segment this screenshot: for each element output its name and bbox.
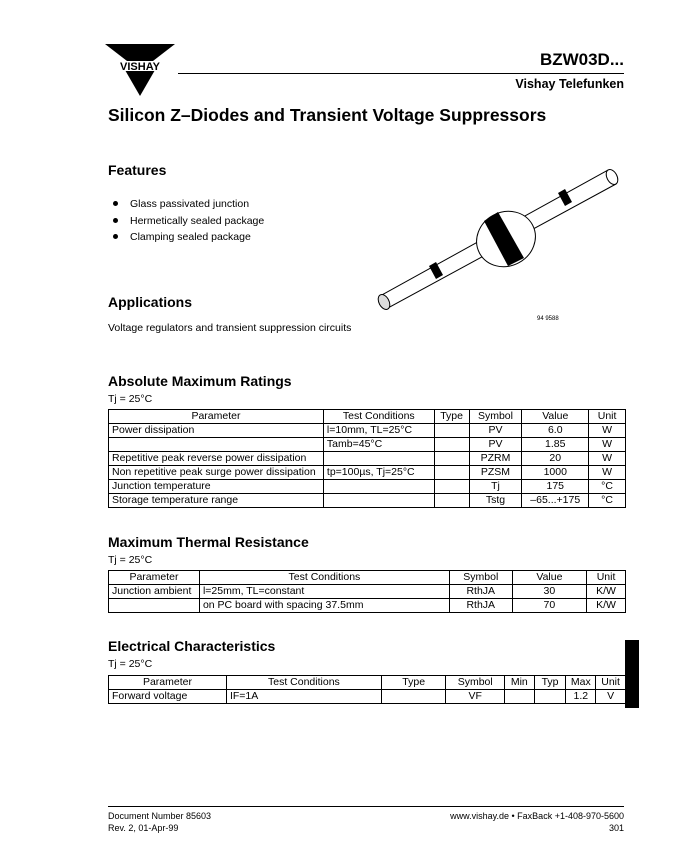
table-cell: Forward voltage [109, 690, 227, 704]
vishay-logo [105, 44, 175, 98]
feature-item: Clamping sealed package [108, 229, 264, 246]
table-cell: Tstg [469, 494, 522, 508]
feature-item: Glass passivated junction [108, 196, 264, 213]
table-header-cell: Unit [596, 676, 626, 690]
table-header-cell: Symbol [446, 676, 504, 690]
table-row [109, 424, 626, 438]
table-cell: 1.2 [566, 690, 596, 704]
table-cell: tp=100µs, Tj=25°C [323, 466, 434, 480]
table-cell: PV [469, 424, 522, 438]
thermal-heading: Maximum Thermal Resistance [108, 534, 309, 550]
table-cell: Storage temperature range [109, 494, 324, 508]
table-cell [109, 438, 324, 452]
table-header-cell: Typ [534, 676, 566, 690]
table-cell: K/W [587, 599, 626, 613]
table-cell: VF [446, 690, 504, 704]
table-cell: PZRM [469, 452, 522, 466]
table-header-cell: Symbol [449, 571, 512, 585]
table-cell [534, 690, 566, 704]
table-cell: °C [589, 494, 626, 508]
electrical-heading: Electrical Characteristics [108, 638, 276, 654]
applications-text: Voltage regulators and transient suppression circuits [108, 322, 352, 334]
table-cell: 1.85 [522, 438, 589, 452]
table-cell: Repetitive peak reverse power dissipation [109, 452, 324, 466]
table-cell: l=25mm, TL=constant [199, 585, 449, 599]
header-rule [178, 73, 624, 74]
table-cell: W [589, 424, 626, 438]
table-row [109, 599, 626, 613]
abs-max-condition: Tj = 25°C [108, 393, 153, 405]
table-row [109, 690, 626, 704]
table-header-cell: Type [381, 676, 446, 690]
electrical-condition: Tj = 25°C [108, 658, 153, 670]
table-cell: IF=1A [226, 690, 381, 704]
table-cell [434, 424, 469, 438]
table-cell [434, 452, 469, 466]
table-header-cell: Max [566, 676, 596, 690]
revision: Rev. 2, 01-Apr-99 [108, 823, 179, 833]
table-cell [323, 452, 434, 466]
table-row [109, 438, 626, 452]
thermal-table [108, 570, 626, 613]
table-cell: PZSM [469, 466, 522, 480]
table-cell: –65...+175 [522, 494, 589, 508]
table-header-row [109, 676, 626, 690]
table-cell [381, 690, 446, 704]
table-header-cell: Value [522, 410, 589, 424]
table-cell [434, 466, 469, 480]
electrical-table [108, 675, 626, 704]
table-header-cell: Test Conditions [323, 410, 434, 424]
table-cell: 1000 [522, 466, 589, 480]
table-header-cell: Parameter [109, 571, 200, 585]
table-header-cell: Type [434, 410, 469, 424]
table-cell [323, 494, 434, 508]
page-number: 301 [608, 823, 624, 833]
table-header-cell: Min [504, 676, 534, 690]
table-cell: V [596, 690, 626, 704]
table-row [109, 480, 626, 494]
table-header-row [109, 410, 626, 424]
features-heading: Features [108, 162, 167, 178]
table-cell: Junction temperature [109, 480, 324, 494]
table-header-cell: Symbol [469, 410, 522, 424]
table-row [109, 452, 626, 466]
table-cell [109, 599, 200, 613]
table-cell: on PC board with spacing 37.5mm [199, 599, 449, 613]
footer-rule [108, 806, 624, 807]
table-cell: W [589, 466, 626, 480]
table-cell: 6.0 [522, 424, 589, 438]
table-cell: RthJA [449, 599, 512, 613]
bullet-icon [113, 201, 118, 206]
table-cell: 175 [522, 480, 589, 494]
table-cell: Tamb=45°C [323, 438, 434, 452]
table-row [109, 494, 626, 508]
table-cell: W [589, 438, 626, 452]
abs-max-heading: Absolute Maximum Ratings [108, 373, 292, 389]
feature-item: Hermetically sealed package [108, 213, 264, 230]
table-header-cell: Test Conditions [226, 676, 381, 690]
table-header-cell: Parameter [109, 410, 324, 424]
thermal-condition: Tj = 25°C [108, 554, 153, 566]
table-cell: Tj [469, 480, 522, 494]
bullet-icon [113, 218, 118, 223]
bullet-icon [113, 234, 118, 239]
table-cell: l=10mm, TL=25°C [323, 424, 434, 438]
diode-illustration [376, 166, 632, 312]
table-header-cell: Test Conditions [199, 571, 449, 585]
part-number: BZW03D... [539, 50, 624, 69]
table-cell: 70 [512, 599, 586, 613]
table-header-row [109, 571, 626, 585]
table-cell: K/W [587, 585, 626, 599]
table-cell: Non repetitive peak surge power dissipation [109, 466, 324, 480]
abs-max-table [108, 409, 626, 508]
table-cell [323, 480, 434, 494]
table-cell: °C [589, 480, 626, 494]
table-cell [504, 690, 534, 704]
table-cell [434, 480, 469, 494]
table-cell: Junction ambient [109, 585, 200, 599]
table-header-cell: Unit [589, 410, 626, 424]
manufacturer-name: Vishay Telefunken [515, 77, 624, 91]
table-row [109, 466, 626, 480]
table-cell: 30 [512, 585, 586, 599]
footer-contact: www.vishay.de • FaxBack +1-408-970-5600 [450, 811, 624, 821]
figure-id: 94 9588 [537, 316, 559, 322]
table-header-cell: Parameter [109, 676, 227, 690]
svg-text:VISHAY: VISHAY [120, 61, 160, 73]
applications-heading: Applications [108, 294, 193, 310]
table-row [109, 585, 626, 599]
table-cell: RthJA [449, 585, 512, 599]
table-cell [434, 494, 469, 508]
page-title: Silicon Z–Diodes and Transient Voltage Suppressors [108, 105, 547, 125]
table-cell: Power dissipation [109, 424, 324, 438]
features-list [108, 196, 264, 246]
document-number: Document Number 85603 [108, 811, 212, 821]
table-header-cell: Value [512, 571, 586, 585]
table-header-cell: Unit [587, 571, 626, 585]
table-cell: PV [469, 438, 522, 452]
table-cell: W [589, 452, 626, 466]
table-cell: 20 [522, 452, 589, 466]
section-marker-bar [625, 640, 639, 708]
table-cell [434, 438, 469, 452]
